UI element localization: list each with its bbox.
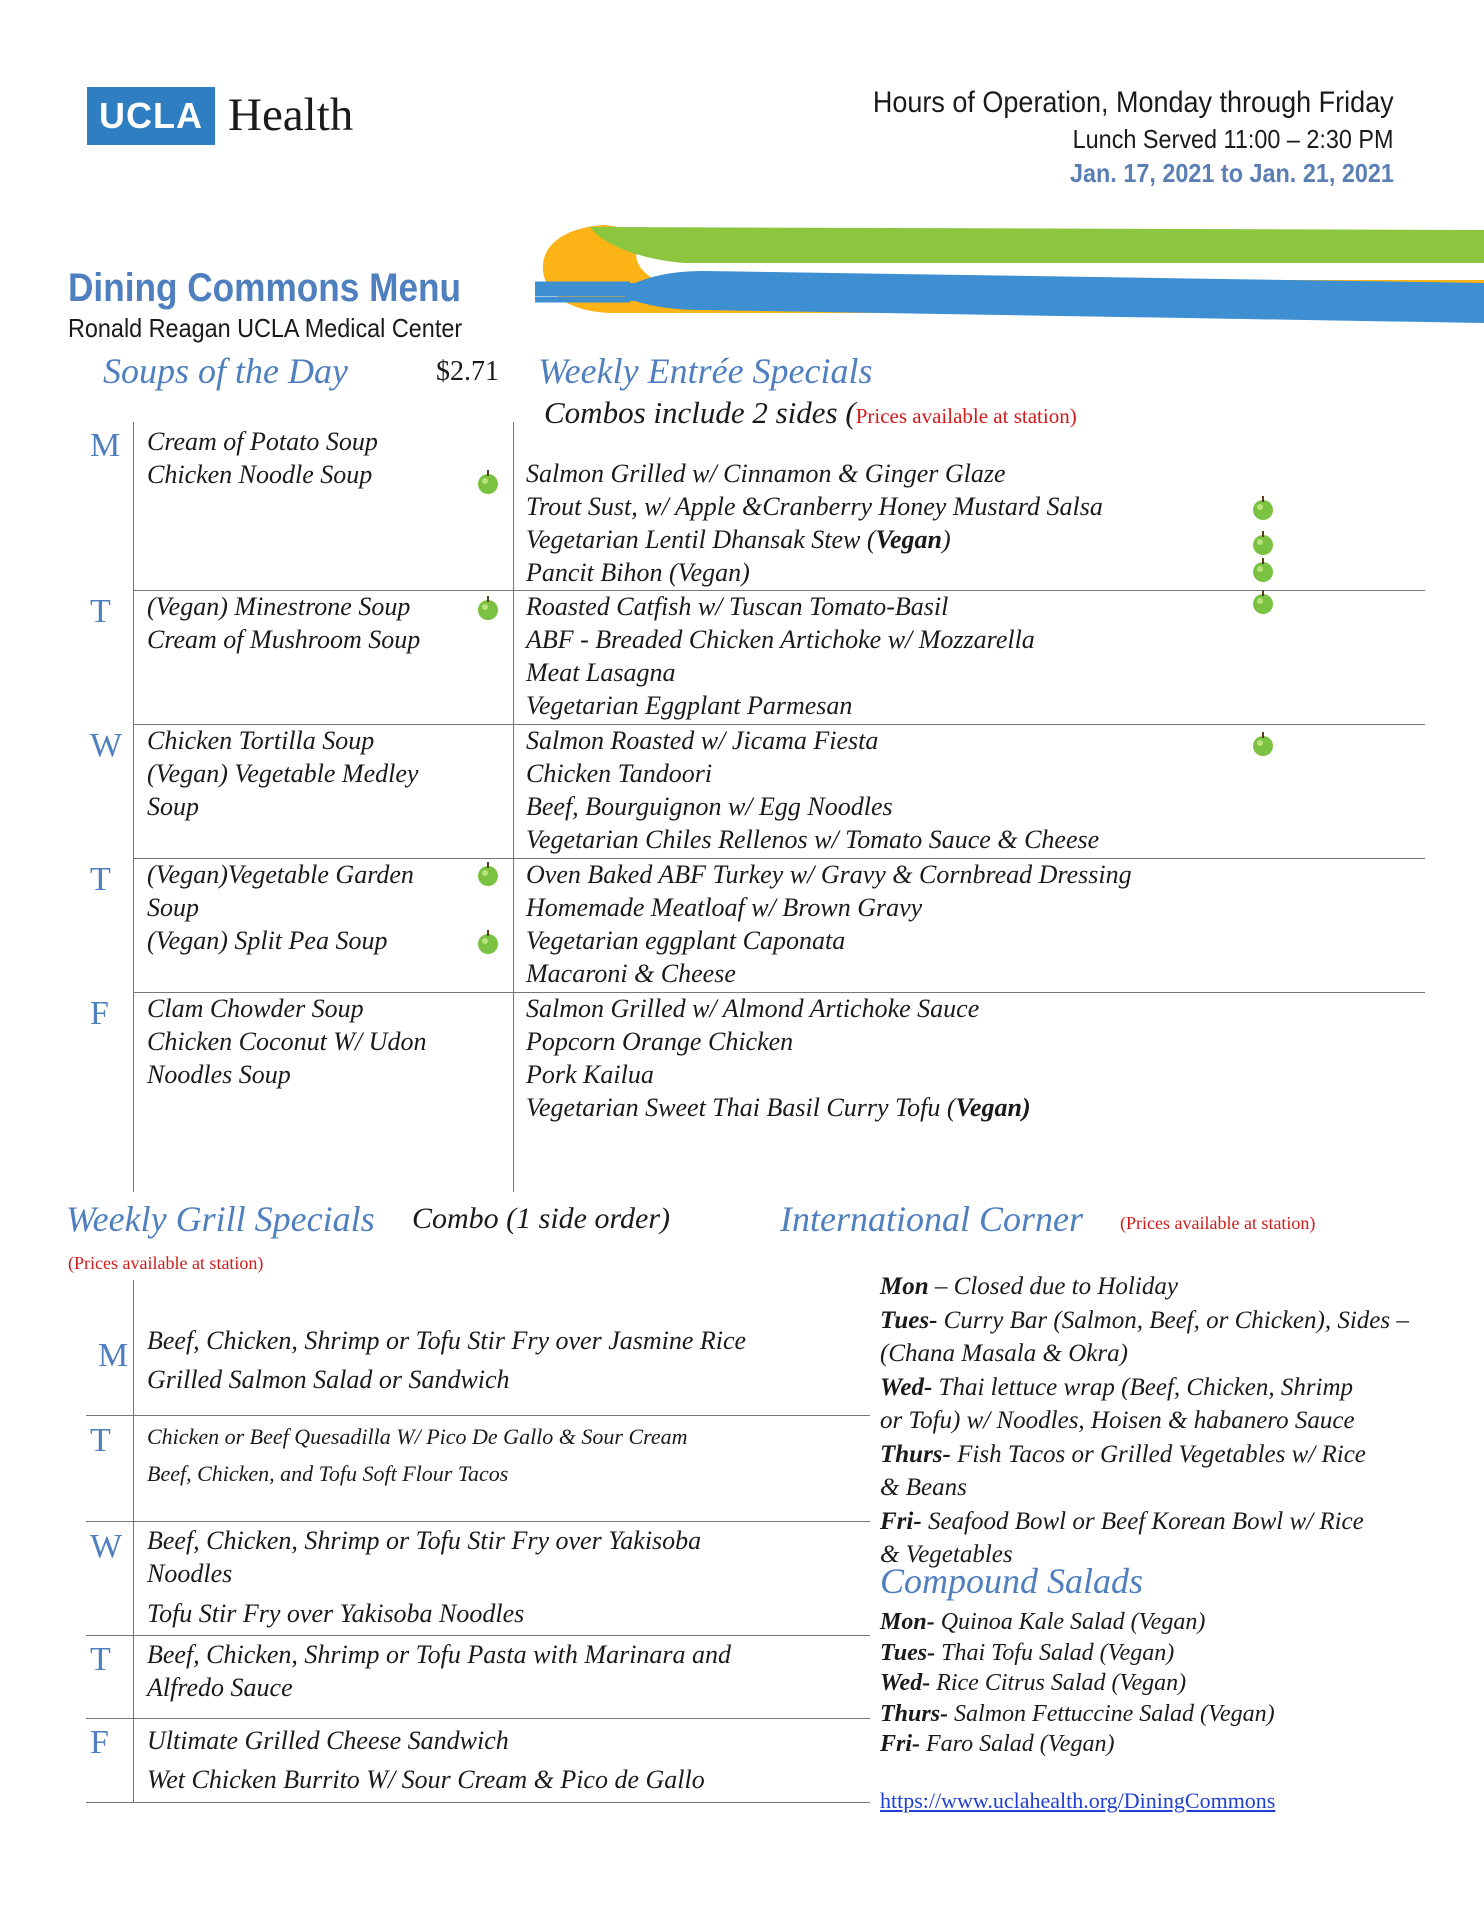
grill-items: [147, 1418, 688, 1492]
grill-item: Beef, Chicken, and Tofu Soft Flour Tacos: [147, 1461, 509, 1486]
green-apple-icon: [1250, 530, 1276, 556]
grill-row-divider: [86, 1802, 870, 1803]
soup-item: Clam Chowder Soup: [147, 994, 364, 1023]
item-text: Fish Tacos or Grilled Vegetables w/ Rice: [950, 1440, 1366, 1468]
entree-combo-note: [544, 395, 1077, 431]
item-text: Seafood Bowl or Beef Korean Bowl w/ Rice: [921, 1507, 1364, 1535]
fork-knife-banner: [535, 225, 1484, 330]
soup-item: Soup: [147, 893, 199, 922]
green-apple-icon: [475, 861, 501, 887]
item-day: Tues-: [880, 1306, 938, 1334]
entree-text: Vegetarian Sweet Thai Basil Curry Tofu (: [526, 1093, 956, 1122]
hours-title: Hours of Operation, Monday through Friday: [873, 86, 1394, 119]
soup-item: Cream of Potato Soup: [147, 427, 378, 456]
lunch-hours: Lunch Served 11:00 – 2:30 PM: [1073, 124, 1394, 154]
dining-commons-link[interactable]: https://www.uclahealth.org/DiningCommons: [880, 1788, 1276, 1813]
item-day: Fri-: [880, 1731, 921, 1757]
grill-item: Grilled Salmon Salad or Sandwich: [147, 1365, 510, 1394]
soup-item: Cream of Mushroom Soup: [147, 625, 421, 654]
entree-item: [526, 523, 1103, 556]
soup-item: (Vegan)Vegetable Garden: [147, 860, 414, 889]
item-text: & Vegetables: [880, 1541, 1013, 1568]
soup-item: Chicken Coconut W/ Udon: [147, 1027, 427, 1056]
combo-price-note: Prices available at station): [855, 404, 1077, 428]
grill-item: Beef, Chicken, Shrimp or Tofu Pasta with Marinara and: [147, 1640, 732, 1669]
soup-item: Chicken Tortilla Soup: [147, 726, 375, 755]
day-letter: W: [90, 727, 123, 764]
day-letter: T: [90, 593, 111, 630]
entree-item: Pancit Bihon (Vegan): [526, 558, 750, 587]
salads-heading: Compound Salads: [880, 1561, 1144, 1601]
entree-item: Trout Sust, w/ Apple &Cranberry Honey Mustard Salsa: [526, 492, 1103, 521]
grill-row-divider: [86, 1718, 870, 1719]
menu-dates: Jan. 17, 2021 to Jan. 21, 2021: [1070, 158, 1394, 188]
international-item: [880, 1304, 1409, 1338]
entree-item: [526, 1091, 1031, 1124]
entree-item: Homemade Meatloaf w/ Brown Gravy: [526, 893, 923, 922]
international-price-note: (Prices available at station): [1120, 1213, 1316, 1233]
entree-item: Beef, Bourguignon w/ Egg Noodles: [526, 792, 893, 821]
soup-list: [147, 992, 426, 1091]
entree-item: Meat Lasagna: [526, 658, 676, 687]
grill-day-letter: M: [98, 1337, 129, 1374]
grill-heading: Weekly Grill Specials: [66, 1199, 375, 1239]
entree-text: Vegetarian Lentil Dhansak Stew (: [526, 525, 876, 554]
soup-list: [147, 724, 418, 823]
international-item: [880, 1337, 1409, 1371]
grill-item: Tofu Stir Fry over Yakisoba Noodles: [147, 1599, 525, 1628]
soup-list: [147, 425, 378, 491]
entree-item: Pork Kailua: [526, 1060, 654, 1089]
grill-row-divider: [86, 1635, 870, 1636]
soup-item: Noodles Soup: [147, 1060, 291, 1089]
grill-items: [147, 1321, 746, 1399]
grill-item: Beef, Chicken, Shrimp or Tofu Stir Fry over Jasmine Rice: [147, 1326, 747, 1355]
soup-item: Chicken Noodle Soup: [147, 460, 373, 489]
salad-item: [880, 1607, 1275, 1638]
item-text: Salmon Fettuccine Salad (Vegan): [948, 1700, 1275, 1727]
entree-item: Salmon Grilled w/ Almond Artichoke Sauce: [526, 994, 980, 1023]
logo-health-text: Health: [228, 89, 354, 141]
item-day: Thurs-: [880, 1700, 949, 1727]
international-item: [880, 1505, 1409, 1539]
item-text: Rice Citrus Salad (Vegan): [930, 1670, 1187, 1696]
grill-items: [147, 1721, 705, 1799]
grill-item: Noodles: [147, 1559, 233, 1588]
item-text: & Beans: [880, 1474, 967, 1501]
grill-item: Chicken or Beef Quesadilla W/ Pico De Gallo & Sour Cream: [147, 1424, 688, 1449]
grill-item: Alfredo Sauce: [147, 1673, 293, 1702]
entree-item: Macaroni & Cheese: [526, 959, 736, 988]
grill-day-letter: F: [90, 1724, 109, 1761]
salad-item: [880, 1729, 1275, 1760]
entree-item: ABF - Breaded Chicken Artichoke w/ Mozzarella: [526, 625, 1035, 654]
soup-item: Soup: [147, 792, 199, 821]
table-divider-v1: [133, 422, 134, 1192]
item-text: or Tofu) w/ Noodles, Hoisen & habanero Sauce: [880, 1407, 1355, 1434]
entree-list: [526, 590, 1035, 722]
day-letter: M: [90, 427, 121, 464]
entree-bold: Vegan: [875, 525, 942, 554]
grill-item: Beef, Chicken, Shrimp or Tofu Stir Fry over Yakisoba: [147, 1526, 702, 1555]
item-day: Fri-: [880, 1507, 922, 1535]
logo-ucla-text: UCLA: [99, 95, 203, 136]
item-text: Quinoa Kale Salad (Vegan): [934, 1609, 1206, 1635]
menu-title: Dining Commons Menu: [68, 266, 462, 310]
item-text: Curry Bar (Salmon, Beef, or Chicken), Sides –: [937, 1306, 1409, 1334]
green-apple-icon: [1250, 589, 1276, 615]
international-item: [880, 1404, 1409, 1438]
entree-item: Roasted Catfish w/ Tuscan Tomato-Basil: [526, 592, 949, 621]
item-day: Wed-: [880, 1670, 931, 1696]
international-item: [880, 1371, 1409, 1405]
item-text: – Closed due to Holiday: [928, 1273, 1178, 1300]
soup-item: (Vegan) Minestrone Soup: [147, 592, 411, 621]
grill-item: Ultimate Grilled Cheese Sandwich: [147, 1726, 509, 1755]
entree-item: Salmon Grilled w/ Cinnamon & Ginger Glaze: [526, 459, 1006, 488]
item-day: Mon-: [880, 1609, 935, 1635]
grill-row-divider: [86, 1415, 870, 1416]
entree-close: ): [941, 525, 951, 554]
salads-list: [880, 1607, 1275, 1760]
international-item: [880, 1438, 1409, 1472]
grill-row-divider: [86, 1521, 870, 1522]
item-day: Tues-: [880, 1639, 936, 1666]
item-text: (Chana Masala & Okra): [880, 1340, 1128, 1367]
entree-heading: Weekly Entrée Specials: [538, 351, 873, 391]
entree-bold: Vegan): [955, 1093, 1031, 1122]
ucla-logo-box: [87, 87, 215, 145]
green-apple-icon: [1250, 495, 1276, 521]
international-list: [880, 1270, 1409, 1572]
entree-list: [526, 858, 1132, 990]
grill-item: Wet Chicken Burrito W/ Sour Cream & Pico de Gallo: [147, 1765, 705, 1794]
entree-item: Popcorn Orange Chicken: [526, 1027, 794, 1056]
soup-list: [147, 858, 414, 957]
entree-item: Vegetarian Eggplant Parmesan: [526, 691, 853, 720]
international-item: [880, 1270, 1409, 1304]
soups-heading: Soups of the Day: [103, 351, 348, 391]
soup-list: [147, 590, 420, 656]
green-apple-icon: [475, 929, 501, 955]
green-apple-icon: [1250, 557, 1276, 583]
entree-item: Vegetarian Chiles Rellenos w/ Tomato Sauce & Cheese: [526, 825, 1100, 854]
item-text: Thai Tofu Salad (Vegan): [935, 1639, 1175, 1666]
grill-price-note: (Prices available at station): [68, 1253, 264, 1273]
green-apple-icon: [475, 469, 501, 495]
green-apple-icon: [1250, 731, 1276, 757]
entree-item: Vegetarian eggplant Caponata: [526, 926, 846, 955]
table-divider-v2: [513, 422, 514, 1192]
grill-items: [147, 1524, 701, 1630]
salad-item: [880, 1699, 1275, 1730]
entree-item: Oven Baked ABF Turkey w/ Gravy & Cornbread Dressing: [526, 860, 1132, 889]
soup-price: $2.71: [436, 356, 499, 387]
entree-item: Chicken Tandoori: [526, 759, 713, 788]
combo-text: Combos include 2 sides (: [544, 395, 856, 430]
item-text: Thai lettuce wrap (Beef, Chicken, Shrimp: [932, 1373, 1354, 1401]
entree-list: [526, 992, 1031, 1124]
grill-combo: Combo (1 side order): [412, 1202, 671, 1235]
salad-item: [880, 1668, 1275, 1699]
entree-item: Salmon Roasted w/ Jicama Fiesta: [526, 726, 879, 755]
grill-day-letter: T: [90, 1641, 111, 1678]
entree-list: [526, 457, 1103, 589]
entree-list: [526, 724, 1099, 856]
grill-day-letter: W: [90, 1528, 123, 1565]
menu-subtitle: Ronald Reagan UCLA Medical Center: [68, 313, 463, 343]
international-heading: International Corner: [780, 1199, 1083, 1239]
item-text: Faro Salad (Vegan): [920, 1731, 1115, 1757]
green-apple-icon: [475, 595, 501, 621]
item-day: Mon: [880, 1273, 929, 1300]
soup-item: (Vegan) Vegetable Medley: [147, 759, 419, 788]
salad-item: [880, 1638, 1275, 1669]
day-letter: F: [90, 995, 109, 1032]
soup-item: (Vegan) Split Pea Soup: [147, 926, 388, 955]
item-day: Wed-: [880, 1373, 933, 1401]
grill-items: [147, 1638, 731, 1704]
grill-day-letter: T: [90, 1422, 111, 1459]
day-letter: T: [90, 861, 111, 898]
international-item: [880, 1471, 1409, 1505]
item-day: Thurs-: [880, 1440, 951, 1468]
